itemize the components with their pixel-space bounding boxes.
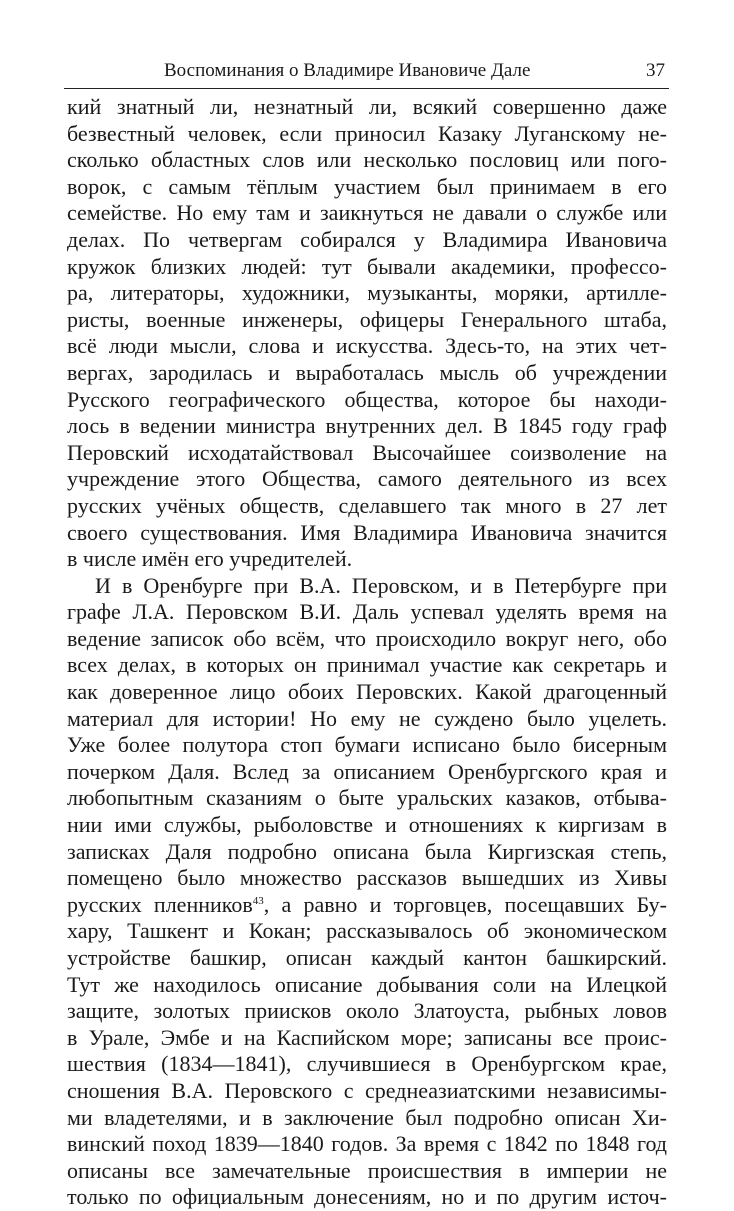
paragraph-1 xyxy=(67,94,667,573)
running-title: Воспоминания о Владимире Ивановиче Дале xyxy=(164,60,531,81)
paragraph-2 xyxy=(67,573,667,1211)
text-line: ми владетелями, и в заключение был подробно описан Хи- xyxy=(67,1104,667,1130)
text-line: материал для истории! Но ему не суждено было уцелеть. xyxy=(67,705,667,731)
page-number: 37 xyxy=(646,60,665,81)
text-line: Уже более полутора стоп бумаги исписано было бисерным xyxy=(67,732,667,758)
text-line: записках Даля подробно описана была Киргизская степь, xyxy=(67,838,667,864)
text-line: делах. По четвергам собирался у Владимира Ивановича xyxy=(67,226,667,252)
text-line: устройстве башкир, описан каждый кантон башкирский. xyxy=(67,945,667,970)
body-text xyxy=(67,94,667,1211)
text-line: ристы, военные инженеры, офицеры Генерального штаба, xyxy=(67,306,667,332)
text-segment: , а равно и торговцев, посещавших Бу- xyxy=(263,891,667,917)
text-line: русских учёных обществ, сделавшего так много в 27 лет xyxy=(67,492,667,518)
text-line: графе Л.А. Перовском В.И. Даль успевал уделять время на xyxy=(67,599,667,625)
text-line: шествия (1834—1841), случившиеся в Оренбургском крае, xyxy=(67,1051,667,1077)
text-line: в Урале, Эмбе и на Каспийском море; записаны все проис- xyxy=(67,1024,667,1050)
text-line: своего существования. Имя Владимира Ивановича значится xyxy=(67,519,667,545)
text-line: всё люди мысли, слова и искусства. Здесь-то, на этих чет- xyxy=(67,333,667,359)
text-line: любопытным сказаниям о быте уральских казаков, отбыва- xyxy=(67,785,667,811)
text-line: семействе. Но ему там и заикнуться не давали о службе или xyxy=(67,200,667,226)
text-line: безвестный человек, если приносил Казаку Луганскому не- xyxy=(67,120,667,146)
text-line: учреждение этого Общества, самого деятельного из всех xyxy=(67,466,667,492)
text-line-with-note xyxy=(67,892,667,919)
text-line: Русского географического общества, которое бы находи- xyxy=(67,386,667,412)
text-line: винский поход 1839—1840 годов. За время с 1842 по 1848 год xyxy=(67,1131,667,1157)
text-line: вергах, зародилась и выработалась мысль об учреждении xyxy=(67,359,667,385)
text-line: кружок близких людей: тут бывали академики, профессо- xyxy=(67,253,667,279)
text-line: помещено было множество рассказов вышедших из Хивы xyxy=(67,865,667,891)
text-line: кий знатный ли, незнатный ли, всякий совершенно даже xyxy=(67,94,667,119)
text-line: только по официальным донесениям, но и по другим источ- xyxy=(67,1184,667,1210)
text-line: защите, золотых приисков около Златоуста, рыбных ловов xyxy=(67,998,667,1024)
text-line: лось в ведении министра внутренних дел. В 1845 году граф xyxy=(67,413,667,439)
text-line: Тут же находилось описание добывания соли на Илецкой xyxy=(67,971,667,997)
text-line: всех делах, в которых он принимал участие как секретарь и xyxy=(67,652,667,678)
text-line: почерком Даля. Вслед за описанием Оренбургского края и xyxy=(67,758,667,784)
text-segment: русских пленников xyxy=(67,891,253,917)
text-line: Перовский исходатайствовал Высочайшее соизволение на xyxy=(67,439,667,465)
footnote-ref[interactable]: 43 xyxy=(252,894,264,907)
text-line: нии ими службы, рыболовстве и отношениях к киргизам в xyxy=(67,812,667,838)
running-header xyxy=(64,56,669,89)
text-line: И в Оренбурге при В.А. Перовском, и в Петербурге при xyxy=(95,572,667,598)
text-line: как доверенное лицо обоих Перовских. Какой драгоценный xyxy=(67,679,667,705)
text-line: сношения В.А. Перовского с среднеазиатскими независимы- xyxy=(67,1077,667,1103)
text-line: ра, литераторы, художники, музыканты, моряки, артилле- xyxy=(67,280,667,306)
text-line: ведение записок обо всём, что происходило вокруг него, обо xyxy=(67,625,667,651)
text-line: сколько областных слов или несколько пословиц или пого- xyxy=(67,147,667,173)
text-line: хару, Ташкент и Кокан; рассказывалось об экономическом xyxy=(67,918,667,944)
text-line: описаны все замечательные происшествия в империи не xyxy=(67,1157,667,1183)
text-line: ворок, с самым тёплым участием был принимаем в его xyxy=(67,173,667,199)
text-line: в числе имён его учредителей. xyxy=(67,546,353,572)
